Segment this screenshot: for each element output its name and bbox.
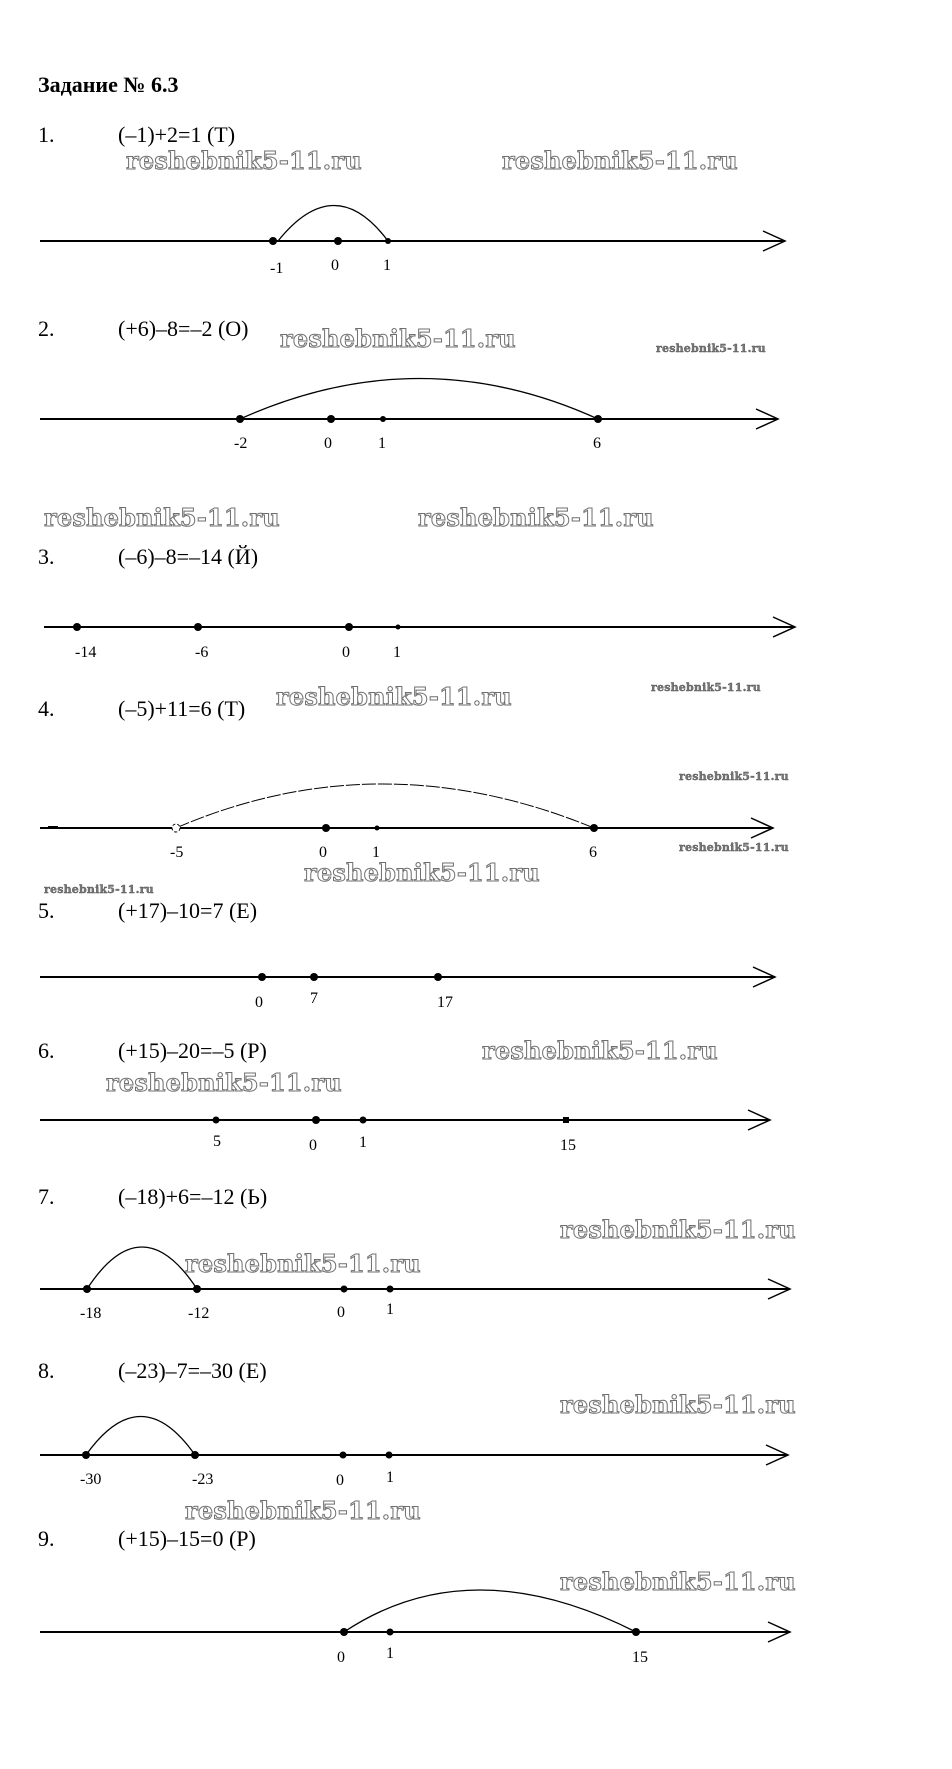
watermark: reshebnik5-11.ru (106, 1068, 342, 1097)
task-expression: (–5)+11=6 (Т) (118, 696, 246, 721)
watermark: reshebnik5-11.ru (185, 1249, 421, 1278)
tick-label: 6 (589, 844, 597, 861)
number-line-7 (0, 1225, 952, 1322)
watermark: reshebnik5-11.ru (679, 770, 789, 783)
tick-label: 5 (213, 1133, 221, 1150)
task-number: 4. (38, 696, 55, 721)
tick-label: 1 (359, 1134, 367, 1151)
task-number: 5. (38, 898, 55, 923)
tick-label: 1 (372, 844, 380, 861)
number-line-4 (0, 760, 952, 861)
watermark: reshebnik5-11.ru (304, 858, 540, 887)
tick-label: 0 (331, 257, 339, 274)
task-number: 7. (38, 1184, 55, 1209)
task-number: 1. (38, 122, 55, 147)
page-title: Задание № 6.3 (38, 72, 179, 97)
tick-label: -23 (192, 1471, 214, 1488)
tick-label: 1 (383, 257, 391, 274)
task-number: 9. (38, 1526, 55, 1551)
watermark: reshebnik5-11.ru (280, 324, 516, 353)
tick-label: 0 (342, 644, 350, 661)
watermark: reshebnik5-11.ru (126, 146, 362, 175)
tick-label: 1 (386, 1301, 394, 1318)
tick-label: 0 (319, 844, 327, 861)
watermark: reshebnik5-11.ru (560, 1390, 796, 1419)
tick-label: 1 (393, 644, 401, 661)
tick-label: 17 (437, 994, 453, 1011)
tick-label: 15 (632, 1649, 648, 1666)
watermark: reshebnik5-11.ru (560, 1567, 796, 1596)
tick-label: 15 (560, 1137, 576, 1154)
watermark: reshebnik5-11.ru (276, 682, 512, 711)
watermark: reshebnik5-11.ru (656, 342, 766, 355)
tick-label: -12 (188, 1305, 210, 1322)
tick-label: -18 (80, 1305, 102, 1322)
number-line-3 (0, 565, 952, 661)
tick-label: 0 (337, 1649, 345, 1666)
watermark: reshebnik5-11.ru (44, 503, 280, 532)
task-expression: (+17)–10=7 (Е) (118, 898, 258, 923)
number-line-9 (0, 1568, 952, 1666)
watermark: reshebnik5-11.ru (679, 841, 789, 854)
task-expression: (–1)+2=1 (Т) (118, 122, 236, 147)
tick-label: -14 (75, 644, 97, 661)
tick-label: 6 (593, 435, 601, 452)
task-number: 3. (38, 544, 55, 569)
number-line-8 (0, 1393, 952, 1489)
task-expression: (–18)+6=–12 (Ь) (118, 1184, 268, 1209)
number-line-5 (0, 915, 952, 1011)
tick-label: -1 (270, 260, 284, 277)
watermark: reshebnik5-11.ru (560, 1215, 796, 1244)
number-line-1 (0, 180, 952, 277)
watermark: reshebnik5-11.ru (502, 146, 738, 175)
tick-label: 1 (386, 1645, 394, 1662)
tick-label: -2 (234, 435, 248, 452)
watermark: reshebnik5-11.ru (651, 681, 761, 694)
tick-label: -5 (170, 844, 184, 861)
task-number: 8. (38, 1358, 55, 1383)
tick-label: 7 (310, 990, 318, 1007)
tick-label: 0 (309, 1137, 317, 1154)
watermark: reshebnik5-11.ru (44, 883, 154, 896)
tick-label: 0 (337, 1304, 345, 1321)
number-line-2 (0, 358, 952, 452)
tick-label: 0 (336, 1472, 344, 1489)
tick-label: -6 (195, 644, 209, 661)
watermark: reshebnik5-11.ru (418, 503, 654, 532)
tick-label: 0 (255, 994, 263, 1011)
tick-label: 1 (386, 1469, 394, 1486)
task-expression: (+15)–20=–5 (Р) (118, 1038, 267, 1063)
tick-label: 1 (378, 435, 386, 452)
watermark: reshebnik5-11.ru (185, 1496, 421, 1525)
task-number: 2. (38, 316, 55, 341)
task-number: 6. (38, 1038, 55, 1063)
tick-label: -30 (80, 1471, 102, 1488)
task-expression: (+6)–8=–2 (О) (118, 316, 249, 341)
task-expression: (–6)–8=–14 (Й) (118, 544, 259, 569)
tick-label: 0 (324, 435, 332, 452)
task-expression: (–23)–7=–30 (Е) (118, 1358, 267, 1383)
watermark: reshebnik5-11.ru (482, 1036, 718, 1065)
task-expression: (+15)–15=0 (Р) (118, 1526, 256, 1551)
